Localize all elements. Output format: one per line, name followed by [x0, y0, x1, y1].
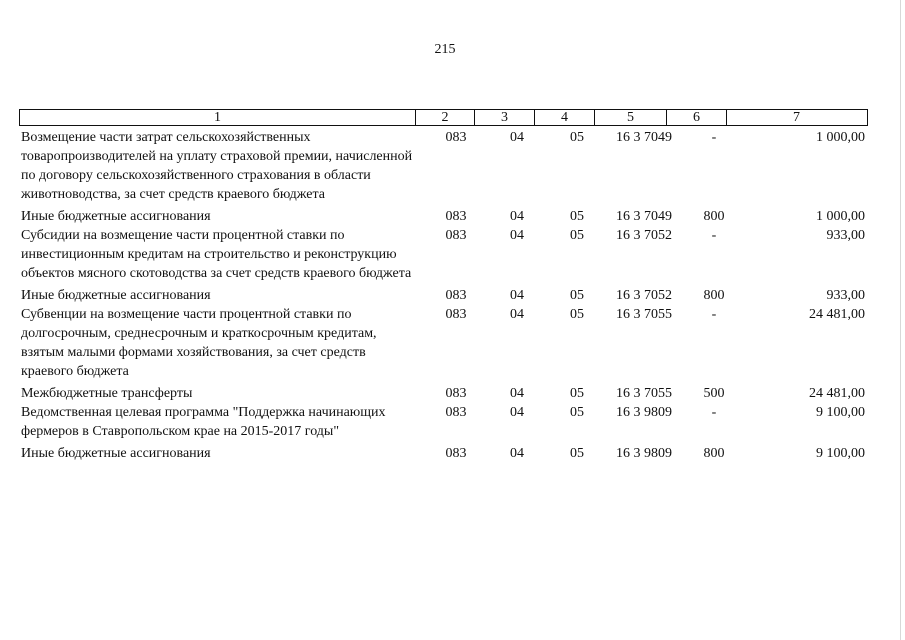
- scan-edge-line: [900, 0, 901, 640]
- row-rz: 04: [510, 130, 524, 145]
- row-sum: 1 000,00: [816, 130, 865, 145]
- row-rz: 04: [510, 228, 524, 243]
- table-header: [19, 109, 868, 126]
- table-body: [19, 128, 889, 463]
- row-rz: 04: [510, 405, 524, 420]
- row-name: Иные бюджетные ассигнования: [21, 209, 211, 224]
- row-ved: 083: [445, 405, 467, 420]
- row-vr: -: [711, 405, 717, 420]
- row-csr: 16 3 7052: [616, 228, 672, 243]
- row-vr: 500: [703, 386, 725, 401]
- table-row: [19, 444, 889, 463]
- row-vr: 800: [703, 209, 725, 224]
- row-rz: 04: [510, 386, 524, 401]
- row-ved: 083: [445, 307, 467, 322]
- row-sum: 933,00: [826, 228, 865, 243]
- row-csr: 16 3 7055: [616, 386, 672, 401]
- row-rz: 04: [510, 209, 524, 224]
- row-csr: 16 3 7049: [616, 130, 672, 145]
- row-ved: 083: [445, 209, 467, 224]
- header-col-1: 1: [20, 110, 416, 125]
- row-ved: 083: [445, 446, 467, 461]
- table-row: [19, 226, 889, 283]
- row-pr: 05: [570, 130, 584, 145]
- row-sum: 1 000,00: [816, 209, 865, 224]
- row-pr: 05: [570, 288, 584, 303]
- row-rz: 04: [510, 446, 524, 461]
- row-ved: 083: [445, 288, 467, 303]
- row-pr: 05: [570, 307, 584, 322]
- row-csr: 16 3 9809: [616, 446, 672, 461]
- row-vr: 800: [703, 288, 725, 303]
- row-csr: 16 3 7049: [616, 209, 672, 224]
- row-csr: 16 3 9809: [616, 405, 672, 420]
- table-row: [19, 128, 889, 204]
- row-name: Иные бюджетные ассигнования: [21, 446, 211, 461]
- row-name: Возмещение части затрат сельскохозяйственных товаропроизводителей на уплату страховой премии, начисленной по договору сельскохозяйственного страхования в области животноводства, за счет средств краевого бюджета: [21, 130, 413, 202]
- row-name: Иные бюджетные ассигнования: [21, 288, 211, 303]
- table-row: [19, 305, 889, 381]
- header-col-7: 7: [793, 110, 800, 125]
- row-pr: 05: [570, 209, 584, 224]
- table-row: [19, 403, 889, 441]
- row-name: Ведомственная целевая программа "Поддержка начинающих фермеров в Ставропольском крае на 2015-2017 годы": [21, 405, 386, 439]
- table-row: [19, 207, 889, 226]
- row-rz: 04: [510, 307, 524, 322]
- row-sum: 24 481,00: [809, 307, 865, 322]
- row-vr: -: [711, 307, 717, 322]
- page-number: 215: [434, 42, 456, 57]
- row-pr: 05: [570, 386, 584, 401]
- row-vr: -: [711, 228, 717, 243]
- row-rz: 04: [510, 288, 524, 303]
- row-ved: 083: [445, 130, 467, 145]
- row-sum: 9 100,00: [816, 405, 865, 420]
- row-name: Субвенции на возмещение части процентной ставки по долгосрочным, среднесрочным и краткосрочным кредитам, взятым малыми формами хозяйствования, за счет средств краевого бюджета: [21, 307, 377, 379]
- table-row: [19, 286, 889, 305]
- row-ved: 083: [445, 386, 467, 401]
- row-pr: 05: [570, 228, 584, 243]
- header-col-4: 4: [535, 110, 595, 125]
- row-name: Субсидии на возмещение части процентной ставки по инвестиционным кредитам на строительство и реконструкцию объектов мясного скотоводства за счет средств краевого бюджета: [21, 228, 412, 281]
- row-sum: 933,00: [826, 288, 865, 303]
- header-col-3: 3: [475, 110, 535, 125]
- row-csr: 16 3 7052: [616, 288, 672, 303]
- row-pr: 05: [570, 446, 584, 461]
- header-col-6: 6: [667, 110, 727, 125]
- row-vr: -: [711, 130, 717, 145]
- row-sum: 24 481,00: [809, 386, 865, 401]
- row-vr: 800: [703, 446, 725, 461]
- row-pr: 05: [570, 405, 584, 420]
- row-name: Межбюджетные трансферты: [21, 386, 193, 401]
- table-row: [19, 384, 889, 403]
- row-sum: 9 100,00: [816, 446, 865, 461]
- row-csr: 16 3 7055: [616, 307, 672, 322]
- header-col-5: 5: [595, 110, 667, 125]
- row-ved: 083: [445, 228, 467, 243]
- header-col-2: 2: [416, 110, 475, 125]
